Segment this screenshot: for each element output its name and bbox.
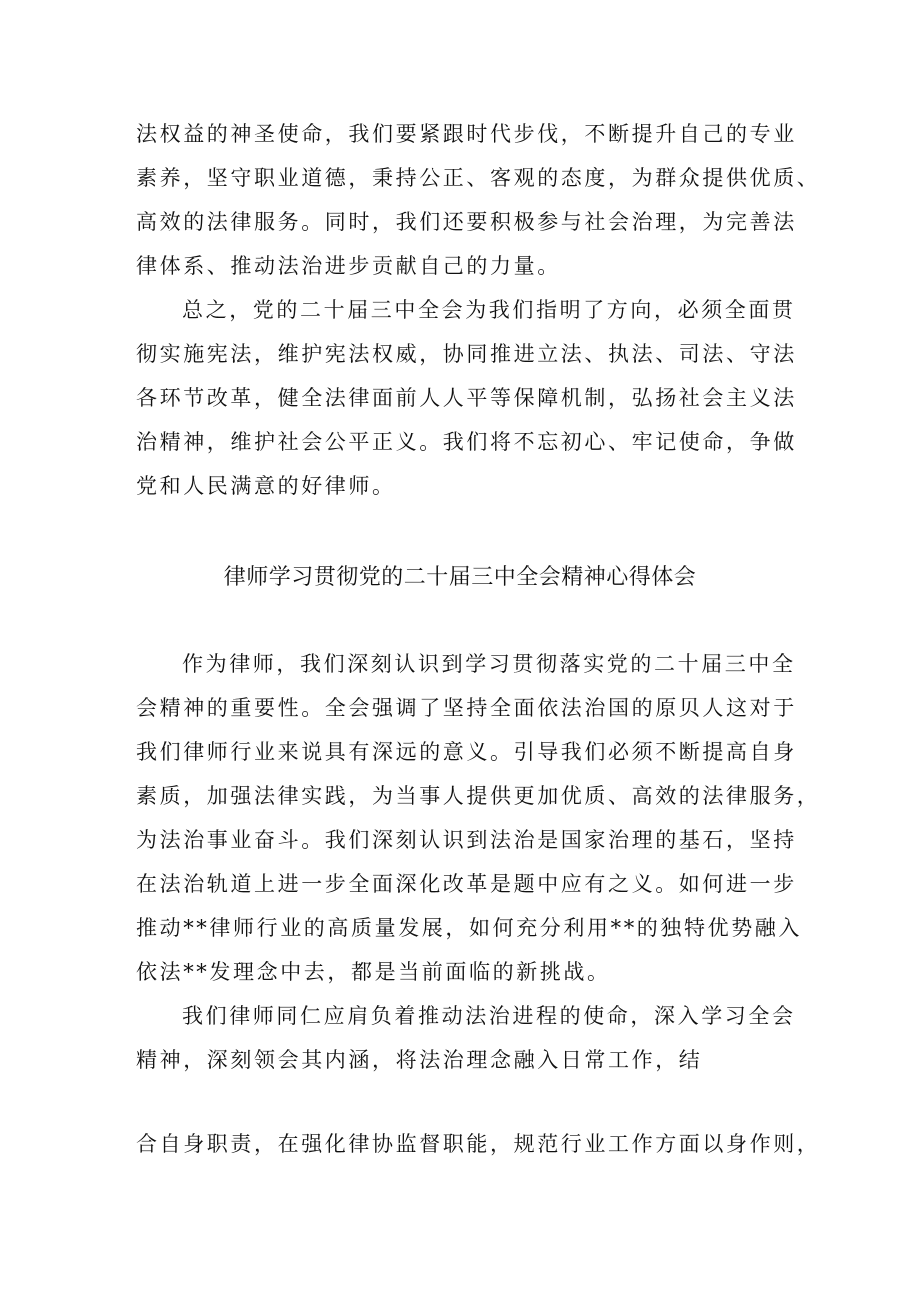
text-line: 素质，加强法律实践，为当事人提供更加优质、高效的法律服务， (136, 784, 821, 808)
text-line: 合自身职责，在强化律协监督职能，规范行业工作方面以身作则， (136, 1132, 821, 1156)
body-paragraph-2 (136, 994, 796, 1082)
text-line: 法权益的神圣使命，我们要紧跟时代步伐，不断提升自己的专业 (136, 122, 797, 146)
text-line: 为法治事业奋斗。我们深刻认识到法治是国家治理的基石，坚持 (136, 828, 797, 852)
text-line: 彻实施宪法，维护宪法权威，协同推进立法、执法、司法、守法 (136, 342, 797, 366)
text-line: 素养，坚守职业道德，秉持公正、客观的态度，为群众提供优质、 (136, 166, 821, 190)
body-paragraph-1 (136, 642, 821, 994)
body-paragraph-3 (136, 1122, 821, 1166)
text-line: 精神，深刻领会其内涵，将法治理念融入日常工作，结 (136, 1048, 703, 1072)
text-line: 我们律师同仁应肩负着推动法治进程的使命，深入学习全会 (182, 1004, 796, 1028)
text-line: 推动**律师行业的高质量发展，如何充分利用**的独特优势融入 (136, 916, 802, 940)
text-line: 治精神，维护社会公平正义。我们将不忘初心、牢记使命，争做 (136, 430, 797, 454)
text-line: 会精神的重要性。全会强调了坚持全面依法治国的原贝人这对于 (136, 696, 797, 720)
conclusion-paragraph (136, 288, 796, 508)
text-line: 作为律师，我们深刻认识到学习贯彻落实党的二十届三中全 (182, 652, 796, 676)
text-line: 律体系、推动法治进步贡献自己的力量。 (136, 254, 561, 278)
text-line: 党和人民满意的好律师。 (136, 474, 396, 498)
text-line: 各环节改革，健全法律面前人人平等保障机制，弘扬社会主义法 (136, 386, 797, 410)
text-line: 在法治轨道上进一步全面深化改革是题中应有之义。如何进一步 (136, 872, 797, 896)
text-line: 我们律师行业来说具有深远的意义。引导我们必须不断提高自身 (136, 740, 797, 764)
text-line: 总之，党的二十届三中全会为我们指明了方向，必须全面贯 (182, 298, 796, 322)
text-line: 高效的法律服务。同时，我们还要积极参与社会治理，为完善法 (136, 210, 797, 234)
article-title: 律师学习贯彻党的二十届三中全会精神心得体会 (223, 565, 697, 590)
continuation-paragraph (136, 112, 821, 288)
text-line: 依法**发理念中去，都是当前面临的新挑战。 (136, 960, 611, 984)
